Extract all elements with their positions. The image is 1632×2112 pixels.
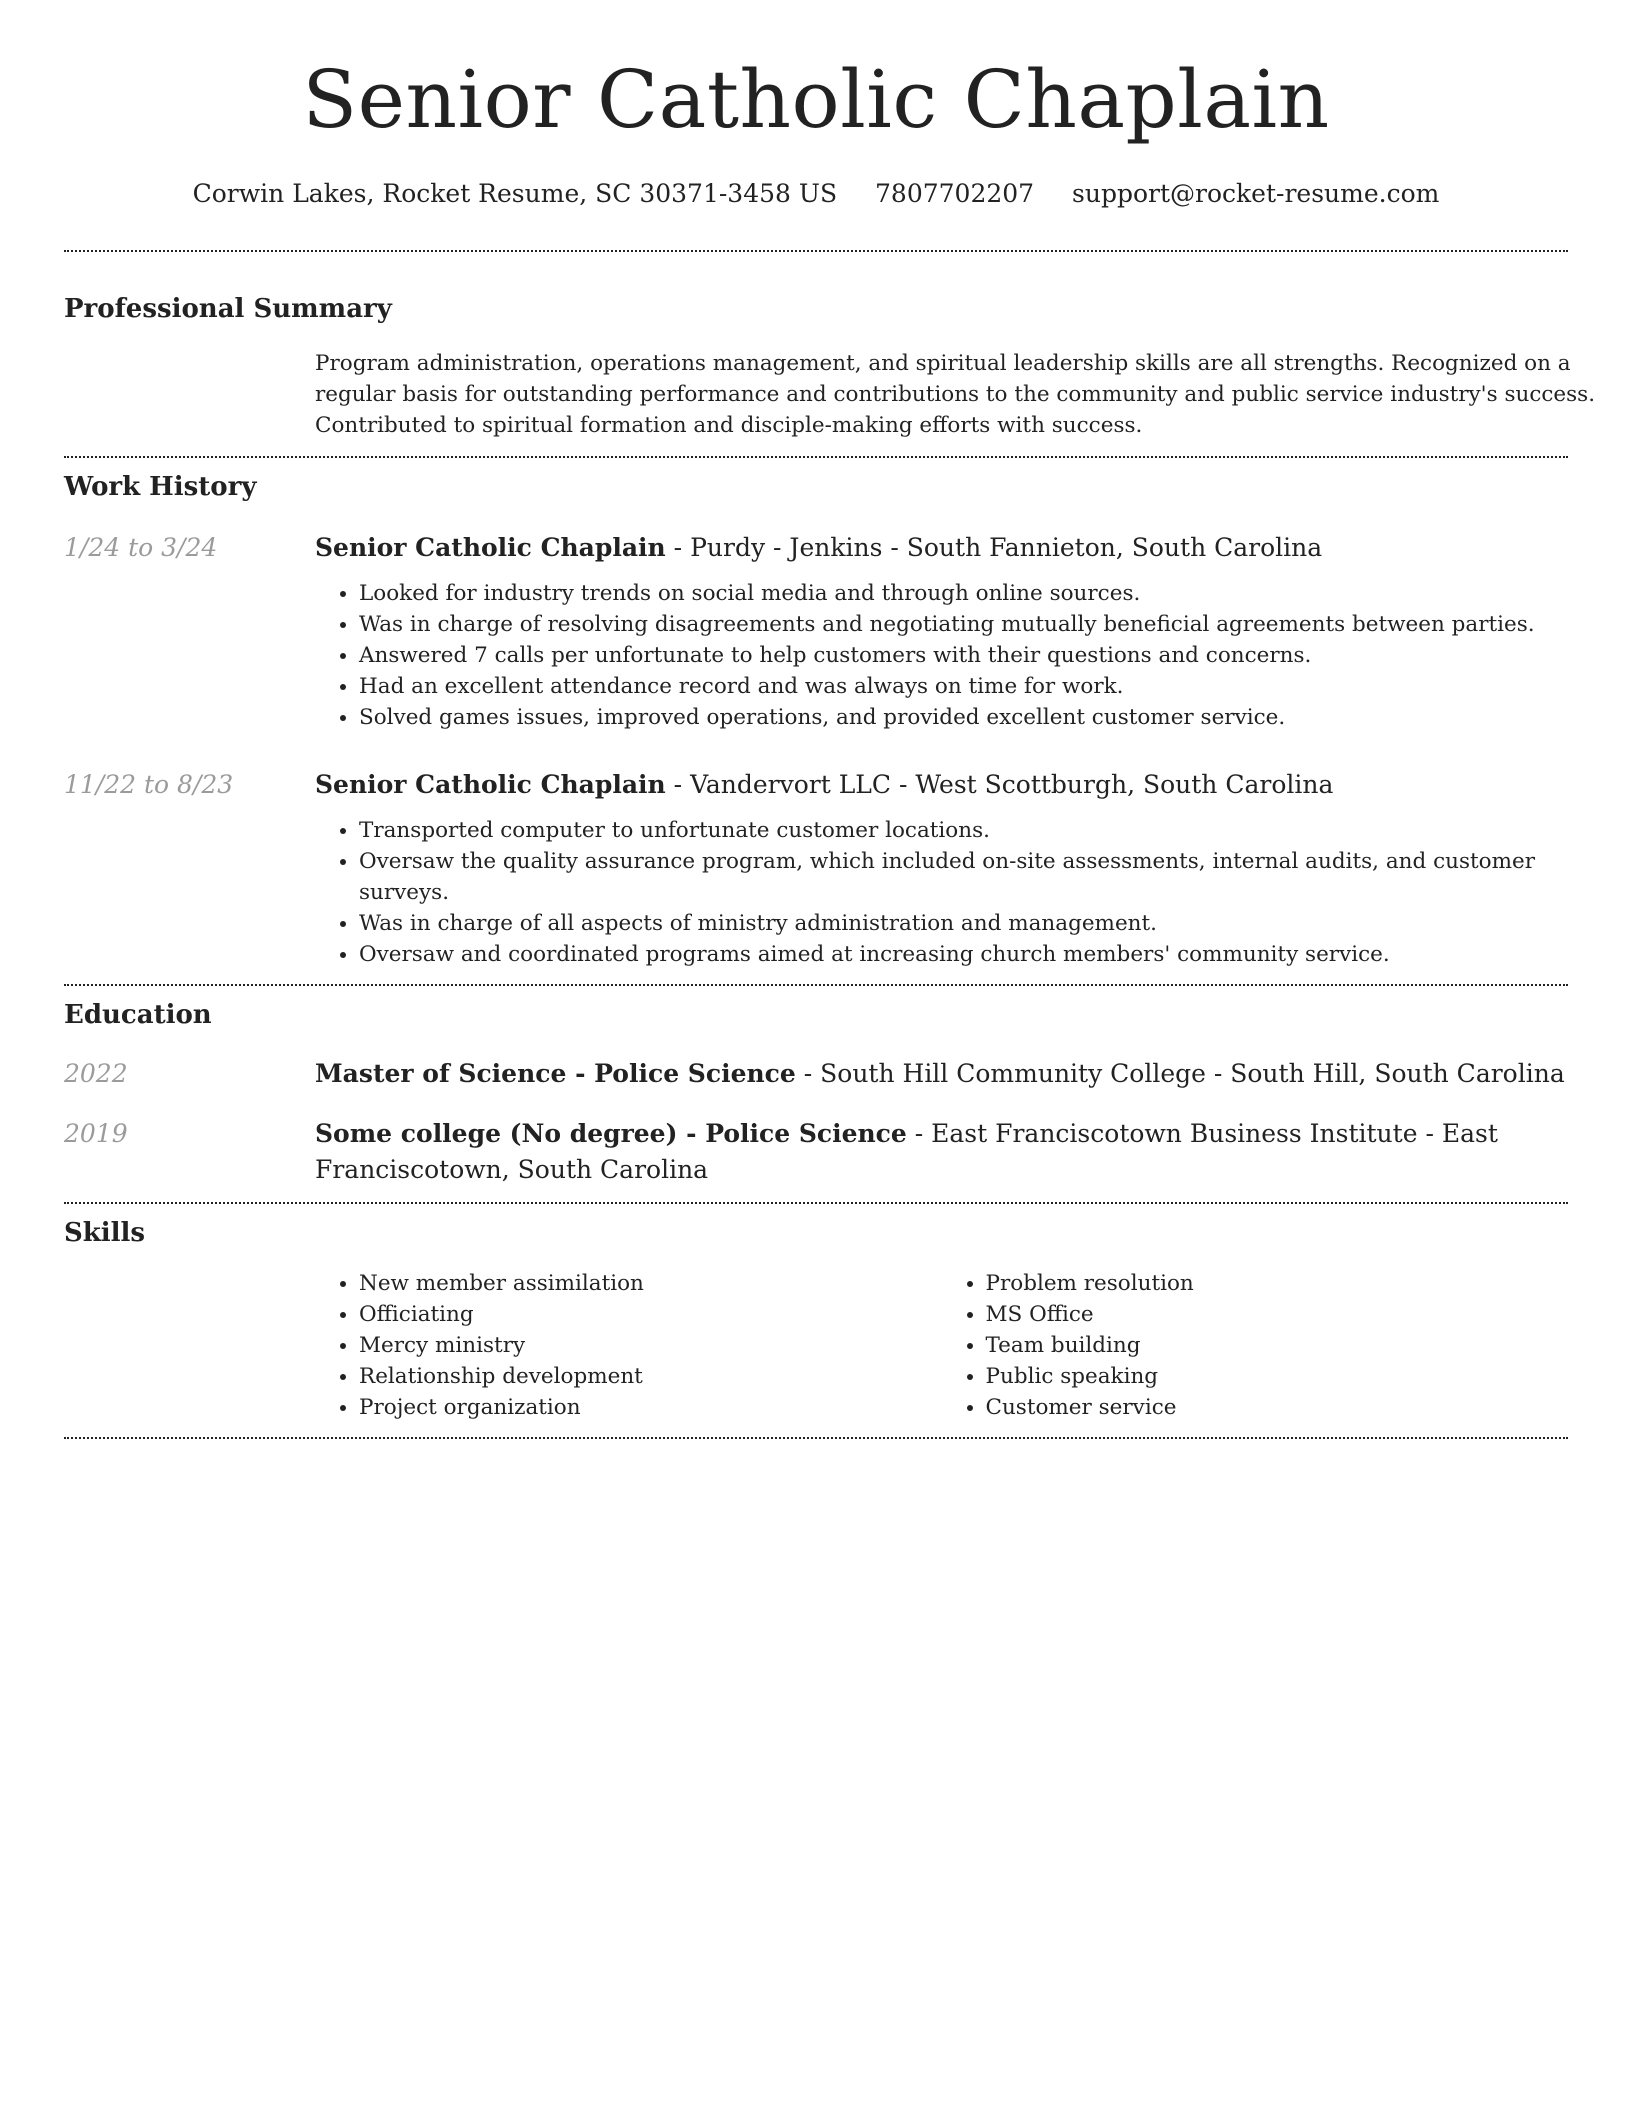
education-year: 2019 — [64, 1119, 128, 1148]
job-role: Senior Catholic Chaplain — [315, 770, 666, 799]
list-item: • Transported computer to unfortunate customer locations. — [359, 815, 1568, 846]
list-item: • Solved games issues, improved operations, and provided excellent customer service. — [359, 702, 1568, 733]
education-degree: Master of Science - Police Science — [315, 1059, 796, 1088]
list-item: • Was in charge of resolving disagreements and negotiating mutually beneficial agreements between parties. — [359, 609, 1568, 640]
skill-item: • Team building — [986, 1330, 1569, 1361]
skills-column-2 — [942, 1268, 1569, 1423]
skill-item: • Problem resolution — [986, 1268, 1569, 1299]
contact-line — [64, 178, 1568, 210]
education-heading — [315, 1116, 1568, 1188]
list-item: • Looked for industry trends on social media and through online sources. — [359, 578, 1568, 609]
divider — [64, 1202, 1568, 1204]
divider — [64, 1437, 1568, 1439]
job-bullets — [315, 578, 1568, 733]
section-title-education: Education — [64, 1000, 212, 1030]
skills-section — [64, 1216, 1568, 1423]
work-history-section — [64, 470, 1568, 984]
summary-text: Program administration, operations management, and spiritual leadership skills are all strengths. Recognized on a regular basis for outstanding performance and contributions to the community and public service industry's success. Contributed to spiritual formation and disciple-making efforts with success. — [315, 351, 1596, 438]
job-dates: 11/22 to 8/23 — [64, 770, 234, 799]
list-item: • Was in charge of all aspects of ministry administration and management. — [359, 908, 1568, 939]
job-heading — [315, 530, 1568, 566]
job-entry — [64, 530, 1568, 733]
list-item: • Oversaw the quality assurance program, which included on-site assessments, internal audits, and customer surveys. — [359, 846, 1568, 908]
education-heading — [315, 1056, 1568, 1092]
education-entry — [64, 1116, 1568, 1188]
skill-item: • Relationship development — [359, 1361, 942, 1392]
education-section — [64, 998, 1568, 1188]
contact-address: Corwin Lakes, Rocket Resume, SC 30371-3458 US — [192, 179, 838, 208]
divider — [64, 250, 1568, 252]
skill-item: • Officiating — [359, 1299, 942, 1330]
candidate-name: Senior Catholic Chaplain — [302, 53, 1330, 146]
education-school: - East Franciscotown Business Institute - East Franciscotown, South Carolina — [315, 1119, 1498, 1184]
job-body — [315, 530, 1568, 733]
education-entry — [64, 1056, 1568, 1092]
education-school: - South Hill Community College - South Hill, South Carolina — [795, 1059, 1565, 1088]
job-body — [315, 767, 1568, 984]
skill-item: • New member assimilation — [359, 1268, 942, 1299]
contact-email: support@rocket-resume.com — [1072, 179, 1440, 208]
job-entry — [64, 767, 1568, 984]
job-employer: - Purdy - Jenkins - South Fannieton, South Carolina — [665, 533, 1323, 562]
summary-section — [64, 292, 1596, 441]
job-heading — [315, 767, 1568, 803]
skill-item: • Mercy ministry — [359, 1330, 942, 1361]
skill-item: • Customer service — [986, 1392, 1569, 1423]
skills-columns — [315, 1268, 1568, 1423]
job-bullets — [315, 815, 1568, 970]
education-year: 2022 — [64, 1059, 128, 1088]
divider — [64, 456, 1568, 458]
list-item: • Answered 7 calls per unfortunate to help customers with their questions and concerns. — [359, 640, 1568, 671]
divider — [64, 984, 1568, 986]
list-item: • Oversaw and coordinated programs aimed at increasing church members' community service. — [359, 939, 1568, 970]
education-degree: Some college (No degree) - Police Science — [315, 1119, 907, 1148]
section-title-work-history: Work History — [64, 472, 257, 502]
section-title-skills: Skills — [64, 1218, 146, 1248]
resume-header — [64, 0, 1568, 210]
skill-item: • MS Office — [986, 1299, 1569, 1330]
section-title-summary: Professional Summary — [64, 294, 392, 324]
job-employer: - Vandervort LLC - West Scottburgh, South Carolina — [665, 770, 1334, 799]
skill-item: • Public speaking — [986, 1361, 1569, 1392]
skills-column-1 — [315, 1268, 942, 1423]
list-item: • Had an excellent attendance record and was always on time for work. — [359, 671, 1568, 702]
job-dates: 1/24 to 3/24 — [64, 533, 218, 562]
job-role: Senior Catholic Chaplain — [315, 533, 666, 562]
contact-phone: 7807702207 — [875, 179, 1035, 208]
skill-item: • Project organization — [359, 1392, 942, 1423]
